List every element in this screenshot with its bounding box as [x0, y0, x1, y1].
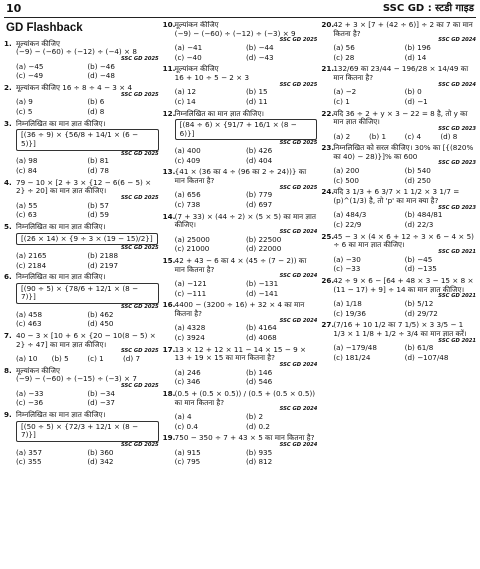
answer-options — [163, 88, 318, 106]
question-number: 2. — [4, 83, 12, 93]
answer-option: (b) −131 — [246, 279, 279, 289]
exam-source: SSC GD 2025 — [279, 37, 318, 44]
expression-text: (−9) − (−60) ÷ (−12) ÷ (−3) × 9 — [174, 28, 296, 38]
exam-source: SSC GD 2023 — [438, 125, 477, 132]
exam-source: SSC GD 2024 — [438, 81, 477, 88]
question-number: 27. — [321, 320, 335, 330]
exam-source: SSC GD 2025 — [279, 140, 318, 147]
answer-options — [321, 256, 476, 274]
question-text: मूल्यांकन कीजिए 16 ÷ 8 ÷ 4 − 3 × 4 — [16, 83, 133, 93]
answer-options — [4, 390, 159, 408]
question-text: (7 + 33) × (44 ÷ 2) × (5 × 5) का मान ज्ञात कीजिए। — [174, 211, 316, 230]
question — [4, 179, 159, 220]
answer-option: (d) −43 — [246, 52, 274, 62]
answer-option: (d) 22/3 — [404, 220, 434, 230]
answer-option: (b) 22500 — [246, 234, 282, 244]
exam-source: SSC GD 2025 — [120, 91, 159, 98]
answer-option: (b) 2188 — [87, 250, 119, 260]
answer-option: (b) 462 — [87, 309, 114, 319]
exam-source: SSC GD 2025 — [120, 304, 159, 311]
exam-source: SSC GD 2024 — [279, 361, 318, 368]
answer-option: (c) 19/36 — [333, 308, 366, 318]
answer-option: (b) 4164 — [246, 323, 277, 333]
question-text: निम्नलिखित का मान ज्ञात कीजिए। — [16, 410, 106, 420]
answer-option: (b) 779 — [246, 190, 273, 200]
answer-option: (a) 55 — [16, 200, 38, 210]
answer-option: (d) 14 — [404, 52, 427, 62]
answer-option: (c) 22/9 — [333, 220, 362, 230]
question — [163, 168, 318, 209]
answer-option: (a) 25000 — [174, 234, 210, 244]
answer-option: (d) 22000 — [246, 244, 282, 254]
answer-option: (c) 28 — [333, 52, 355, 62]
question-number: 25. — [321, 231, 335, 241]
question-number: 18. — [162, 388, 176, 398]
answer-option: (d) 0.2 — [246, 421, 270, 431]
question — [4, 411, 159, 467]
question-text: 4400 − (3200 ÷ 16) + 32 × 4 का मान कितना है? — [174, 300, 305, 318]
question-number: 5. — [4, 221, 12, 231]
question-text: 42 ÷ 9 × 6 − [64 + 48 × 3 − 15 × 8 × (11 − 17) + 9] ÷ 14 का मान ज्ञात कीजिए। — [333, 276, 474, 294]
column-right — [321, 21, 476, 566]
answer-option: (c) 500 — [333, 175, 359, 185]
question-text: निम्नलिखित को सरल कीजिए। 30% का [{(820% का 40) − 28)}]% का 600 — [333, 143, 474, 161]
answer-option: (b) 484/81 — [404, 210, 443, 220]
answer-option: (b) −45 — [404, 254, 433, 264]
question-text: 79 − 10 × [2 + 3 × {12 − 6(6 − 5) × 2} ÷ 20] का मान ज्ञात कीजिए। — [16, 177, 152, 196]
answer-option: (c) 63 — [16, 210, 37, 220]
question-head — [321, 188, 476, 205]
answer-options — [163, 280, 318, 298]
expression-text: [(26 × 14) × {9 ÷ 3 × (19 − 15)/2}] — [16, 233, 158, 246]
answer-option: (a) −179/48 — [333, 343, 377, 353]
answer-option: (c) −40 — [174, 52, 202, 62]
answer-option: (b) −44 — [246, 43, 274, 52]
answer-option: (d) −37 — [87, 398, 115, 408]
question — [321, 233, 476, 274]
exam-source: SSC GD 2024 — [438, 37, 477, 44]
answer-option: (d) 812 — [246, 457, 273, 467]
exam-source: SSC GD 2023 — [438, 204, 477, 211]
answer-option: (a) 98 — [16, 156, 38, 166]
question — [163, 434, 318, 467]
answer-option: (b) −46 — [87, 61, 115, 71]
answer-option: (a) 56 — [333, 43, 355, 52]
page-header — [4, 0, 476, 18]
answer-option: (d) 8 — [440, 131, 458, 141]
column-left — [4, 21, 159, 566]
question-head — [163, 346, 318, 363]
question-head — [163, 257, 318, 274]
question-head — [321, 233, 476, 250]
answer-option: (c) −49 — [16, 71, 44, 81]
answer-option: (b) 146 — [246, 367, 273, 377]
answer-option: (d) 404 — [246, 155, 273, 165]
question — [4, 273, 159, 329]
answer-options — [321, 88, 476, 106]
question-head — [4, 179, 159, 196]
answer-options — [321, 167, 476, 185]
question-text: (7/16 + 10 1/2 का 7 1/5) × 3 3/5 − 1 1/3 × 1 1/8 + 1/2 ÷ 3/4 का मान ज्ञात करें। — [333, 320, 467, 338]
question-text: निम्नलिखित का मान ज्ञात कीजिए। — [16, 221, 106, 231]
exam-source: SSC GD 2025 — [120, 150, 159, 157]
exam-source: SSC GD 2025 — [279, 81, 318, 88]
answer-option: (c) 409 — [174, 155, 201, 165]
question-head — [163, 110, 318, 119]
question-text: निम्नलिखित का मान ज्ञात कीजिए। — [16, 118, 106, 128]
expression-text: [(90 ÷ 5) × {78/6 + 12/1 × (8 − 7)}] — [16, 283, 159, 304]
answer-option: (d) 59 — [87, 210, 109, 220]
question — [321, 144, 476, 185]
answer-options — [163, 236, 318, 254]
answer-option: (d) 450 — [87, 319, 114, 329]
question-text: 13 × 12 + 12 × 11 − 14 × 15 − 9 × 13 + 19 × 15 का मान कितना है? — [174, 344, 306, 363]
question-text: {41 × (36 का 4 ÷ (96 का 2 ÷ 24))} का मान कितना है? — [174, 167, 307, 186]
answer-option: (d) 8 — [87, 107, 105, 117]
question-text: 42 + 3 × [7 + (42 ÷ 6)] ÷ 2 का 7 का मान कितना है? — [333, 21, 473, 38]
answer-options — [163, 413, 318, 431]
answer-option: (b) 5 — [51, 354, 69, 364]
question-number: 20. — [321, 21, 335, 29]
answer-option: (c) 84 — [16, 166, 37, 175]
answer-option: (c) 181/24 — [333, 352, 371, 362]
answer-option: (c) 5 — [16, 107, 33, 117]
exam-source: SSC GD 2021 — [438, 249, 477, 256]
columns — [4, 21, 476, 566]
question-expression — [4, 232, 159, 247]
answer-option: (a) 2165 — [16, 250, 47, 260]
question-number: 1. — [4, 38, 12, 48]
answer-option: (a) −45 — [16, 61, 44, 71]
question-text: 45 − 3 × (4 × 6 + 12 ÷ 3 × 6 − 4 × 5) ÷ 6 का मान ज्ञात कीजिए। — [333, 231, 474, 250]
answer-option: (b) 2 — [246, 411, 264, 421]
question-head — [4, 332, 159, 349]
exam-source: SSC GD 2025 — [120, 441, 159, 448]
answer-options — [321, 344, 476, 362]
question-head — [163, 301, 318, 318]
question-text: मूल्यांकन कीजिए — [174, 21, 219, 29]
question — [163, 110, 318, 166]
answer-option: (d) −48 — [87, 71, 115, 81]
answer-options — [163, 44, 318, 62]
answer-option: (b) 1 — [369, 131, 387, 141]
answer-option: (a) −33 — [16, 388, 44, 398]
question — [4, 223, 159, 270]
exam-source: SSC GD 2024 — [279, 441, 318, 448]
answer-options — [321, 133, 476, 142]
column-middle — [163, 21, 318, 566]
answer-option: (a) 9 — [16, 97, 33, 107]
question-text: 750 − 350 ÷ 7 + 43 × 5 का मान कितना है? — [174, 433, 315, 443]
answer-option: (a) −30 — [333, 254, 361, 264]
exam-source: SSC GD 2024 — [279, 317, 318, 324]
question-number: 24. — [321, 187, 335, 197]
expression-text: [(84 ÷ 6) × {91/7 + 16/1 × (8 − 6)}] — [175, 119, 318, 140]
answer-options — [321, 211, 476, 229]
question-head — [4, 273, 159, 282]
question — [163, 65, 318, 106]
answer-option: (b) 57 — [87, 200, 109, 210]
answer-option: (d) 4068 — [246, 332, 277, 342]
expression-text: [(36 ÷ 9) × {56/8 + 14/1 × (6 − 5)}] — [16, 129, 159, 150]
answer-option: (c) 3924 — [174, 332, 205, 342]
question-text: (0.5 + (0.5 × 0.5)) / (0.5 + (0.5 × 0.5)) का मान कितना है? — [174, 388, 316, 407]
question-text: निम्नलिखित का मान ज्ञात कीजिए। — [16, 272, 106, 282]
answer-option: (c) 1 — [333, 96, 350, 106]
answer-option: (b) 15 — [246, 87, 268, 97]
question-number: 26. — [321, 276, 335, 286]
answer-option: (c) −33 — [333, 264, 361, 274]
question — [163, 257, 318, 298]
answer-options — [163, 147, 318, 165]
answer-option: (a) −41 — [174, 43, 203, 52]
question-number: 8. — [4, 365, 12, 375]
answer-option: (d) 546 — [246, 377, 273, 387]
question-text: 40 − 3 × [10 + 6 × {20 − 10(8 − 5) × 2} ÷ 47] का मान ज्ञात कीजिए। — [16, 331, 156, 349]
answer-option: (d) 342 — [87, 457, 114, 467]
answer-option: (b) 81 — [87, 156, 109, 166]
exam-source: SSC GD 2024 — [279, 229, 318, 236]
question-expression — [4, 420, 159, 443]
answer-options — [4, 311, 159, 329]
question-number: 22. — [321, 108, 335, 118]
answer-option: (c) 2184 — [16, 260, 47, 270]
question — [4, 40, 159, 81]
answer-option: (a) 12 — [174, 87, 197, 97]
answer-options — [321, 300, 476, 318]
answer-option: (d) 697 — [246, 200, 273, 210]
exam-source: SSC GD 2025 — [120, 348, 159, 355]
question-text: 42 + 43 − 6 का 4 × (45 ÷ (7 − 2)) का मान कितना है? — [174, 256, 307, 274]
answer-option: (d) 78 — [87, 166, 109, 175]
question-expression — [4, 128, 159, 151]
exam-source: SSC GD 2025 — [120, 56, 159, 63]
answer-options — [4, 449, 159, 467]
answer-option: (a) −121 — [174, 279, 207, 289]
question-text: मूल्यांकन कीजिए — [16, 365, 60, 375]
question-expression — [4, 282, 159, 305]
answer-option: (c) −36 — [16, 398, 44, 408]
answer-options — [4, 252, 159, 270]
question — [163, 213, 318, 254]
question-head — [321, 277, 476, 294]
exam-source: SSC GD 2025 — [120, 383, 159, 390]
question — [163, 21, 318, 62]
answer-option: (c) 14 — [174, 96, 196, 106]
page-number: 10 — [6, 1, 22, 15]
answer-option: (b) 426 — [246, 146, 273, 156]
question — [4, 84, 159, 117]
answer-options — [4, 157, 159, 175]
answer-options — [4, 98, 159, 116]
exam-source: SSC GD 2021 — [438, 293, 477, 300]
answer-options — [4, 63, 159, 81]
question-head — [321, 65, 476, 82]
answer-option: (d) 7 — [123, 354, 141, 364]
answer-option: (c) 4 — [404, 131, 422, 141]
exam-source: SSC GD 2021 — [438, 337, 477, 344]
answer-option: (a) 400 — [174, 146, 201, 156]
exam-source: SSC GD 2024 — [279, 406, 318, 413]
answer-option: (c) 1 — [87, 354, 104, 364]
answer-option: (c) 355 — [16, 457, 42, 467]
question-text: यदि 36 ÷ 2 + y × 3 − 22 = 8 है, तो y का मान ज्ञात कीजिए। — [333, 108, 468, 127]
answer-option: (b) 360 — [87, 447, 114, 457]
answer-option: (b) 61/8 — [404, 343, 434, 353]
answer-option: (b) 540 — [404, 166, 431, 176]
question-number: 11. — [162, 64, 176, 74]
exam-source: SSC GD 2025 — [120, 194, 159, 201]
answer-option: (d) −107/48 — [404, 352, 449, 362]
answer-options — [163, 369, 318, 387]
answer-option: (d) 2197 — [87, 260, 119, 270]
expression-text: 16 + 10 ÷ 5 − 2 × 3 — [174, 72, 250, 82]
question — [321, 65, 476, 106]
question — [321, 188, 476, 229]
answer-option: (d) −135 — [404, 264, 437, 274]
answer-option: (a) 246 — [174, 367, 201, 377]
expression-text: (−9) − (−60) ÷ (−15) ÷ (−3) × 7 — [16, 374, 137, 384]
question-head — [163, 213, 318, 230]
question-number: 14. — [162, 211, 176, 221]
answer-option: (a) 1/18 — [333, 299, 362, 309]
question — [321, 321, 476, 362]
question-text: 132/69 का 23/44 − 196/28 × 14/49 का मान कितना है? — [333, 64, 469, 82]
answer-option: (a) 10 — [16, 354, 38, 364]
question-number: 4. — [4, 177, 12, 187]
answer-option: (c) 738 — [174, 200, 201, 210]
question-head — [321, 144, 476, 161]
question-number: 17. — [162, 344, 176, 354]
answer-option: (c) 21000 — [174, 244, 210, 254]
question-number: 6. — [4, 272, 12, 282]
answer-option: (a) −2 — [333, 87, 357, 97]
answer-options — [163, 191, 318, 209]
question-number: 7. — [4, 331, 12, 341]
question-head — [321, 21, 476, 38]
answer-option: (b) 196 — [404, 43, 431, 52]
question-number: 10. — [162, 21, 176, 29]
exam-source: SSC GD 2025 — [120, 245, 159, 252]
answer-option: (d) −141 — [246, 288, 279, 298]
question-number: 9. — [4, 410, 12, 420]
answer-option: (d) 11 — [246, 96, 268, 106]
question — [4, 367, 159, 408]
question-number: 12. — [162, 108, 176, 118]
question-text: मूल्यांकन कीजिए — [174, 64, 219, 74]
answer-option: (a) 4 — [174, 411, 192, 421]
question — [4, 120, 159, 176]
question-head — [4, 120, 159, 129]
answer-option: (a) 458 — [16, 309, 43, 319]
answer-option: (d) 29/72 — [404, 308, 438, 318]
answer-option: (c) −111 — [174, 288, 207, 298]
question-text: मूल्यांकन कीजिए — [16, 38, 60, 48]
question — [321, 110, 476, 142]
question-number: 21. — [321, 64, 335, 74]
answer-option: (d) −1 — [404, 96, 428, 106]
answer-options — [163, 449, 318, 467]
expression-text: (−9) − (−60) ÷ (−12) ÷ (−4) × 8 — [16, 47, 137, 57]
question — [163, 390, 318, 431]
question — [163, 346, 318, 387]
answer-option: (a) 656 — [174, 190, 201, 200]
answer-option: (c) 0.4 — [174, 421, 198, 431]
question-number: 3. — [4, 118, 12, 128]
question-expression — [163, 118, 318, 141]
answer-option: (c) 795 — [174, 457, 201, 467]
question — [321, 277, 476, 318]
answer-option: (a) 2 — [333, 131, 351, 141]
question-text: यदि 3 1/3 + 6 3/7 × 1 1/2 × 3 1/7 = (p)^(1/3) है, तो 'p' का मान क्या है? — [333, 187, 460, 206]
question — [321, 21, 476, 62]
exam-source: SSC GD 2023 — [438, 160, 477, 167]
answer-option: (b) 5/12 — [404, 299, 434, 309]
answer-option: (b) 6 — [87, 97, 105, 107]
answer-option: (c) 346 — [174, 377, 201, 387]
exam-source: SSC GD 2024 — [279, 273, 318, 280]
answer-options — [4, 202, 159, 220]
question-head — [321, 321, 476, 338]
answer-option: (c) 463 — [16, 319, 42, 329]
question-head — [4, 223, 159, 232]
question-number: 13. — [162, 167, 176, 177]
answer-option: (b) −34 — [87, 388, 115, 398]
answer-option: (a) 915 — [174, 447, 201, 457]
question-head — [163, 168, 318, 185]
question-head — [321, 110, 476, 127]
section-title: GD Flashback — [6, 22, 83, 34]
answer-option: (a) 357 — [16, 447, 43, 457]
question-head — [4, 411, 159, 420]
expression-text: [(50 ÷ 5) × {72/3 + 12/1 × (8 − 7)}] — [16, 421, 159, 442]
answer-options — [163, 324, 318, 342]
question-number: 23. — [321, 143, 335, 153]
running-head: SSC GD : स्टडी गाइड — [382, 2, 474, 14]
answer-option: (d) 250 — [404, 175, 431, 185]
question-text: निम्नलिखित का मान ज्ञात कीजिए। — [174, 108, 265, 118]
question-number: 16. — [162, 300, 176, 310]
question-head — [163, 390, 318, 407]
answer-option: (b) 935 — [246, 447, 273, 457]
exam-source: SSC GD 2025 — [279, 184, 318, 191]
answer-option: (b) 0 — [404, 87, 422, 97]
question — [163, 301, 318, 342]
answer-option: (a) 484/3 — [333, 210, 367, 220]
answer-options — [321, 44, 476, 62]
question-number: 19. — [162, 433, 176, 443]
answer-option: (a) 200 — [333, 166, 360, 176]
question — [4, 332, 159, 364]
answer-options — [4, 355, 159, 364]
answer-option: (a) 4328 — [174, 323, 206, 333]
question-number: 15. — [162, 256, 176, 266]
